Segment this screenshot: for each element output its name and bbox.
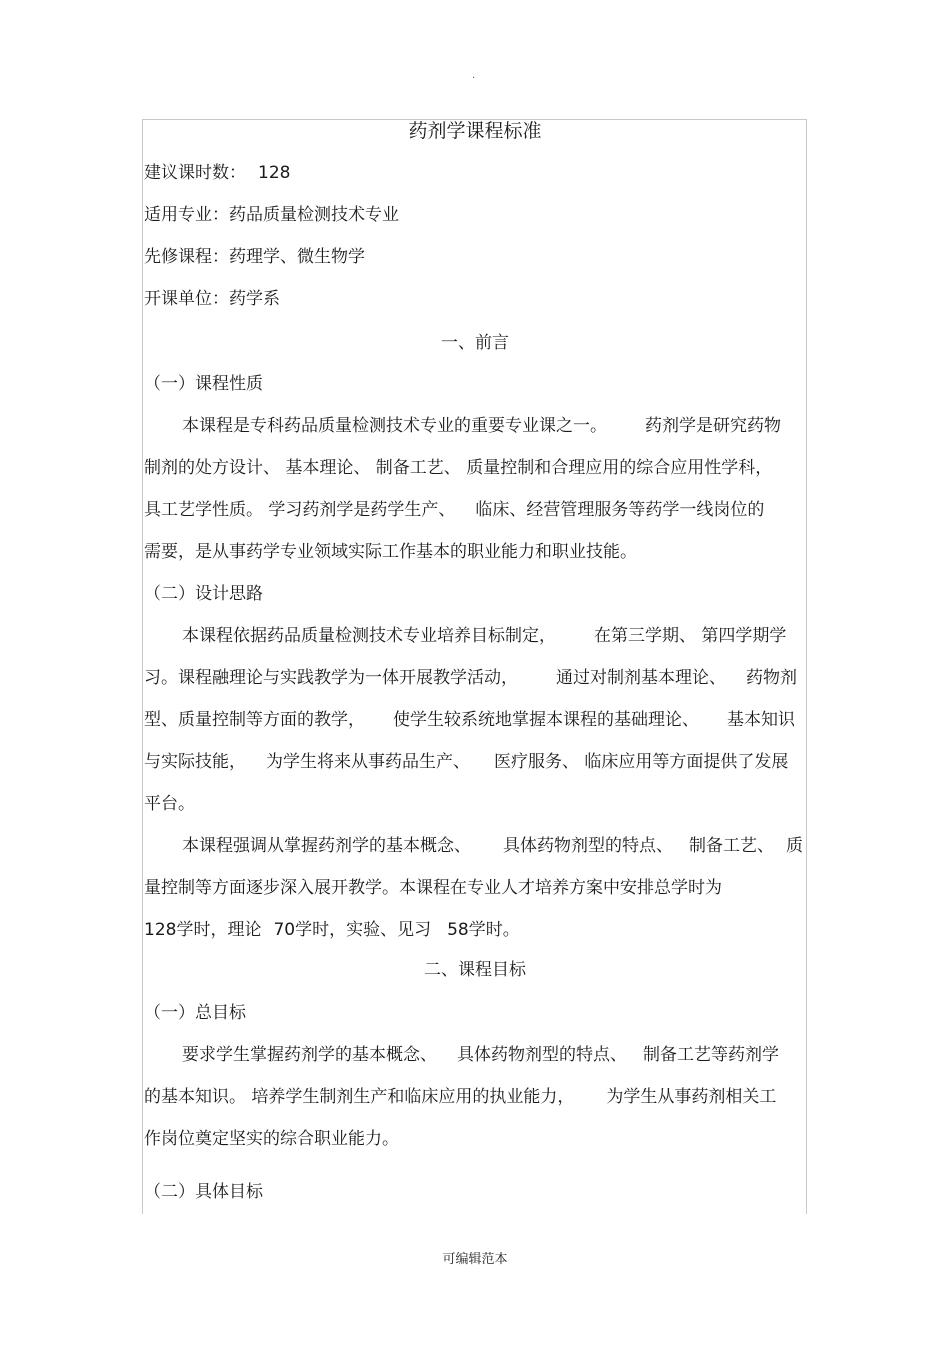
paragraph-line: 本课程是专科药品质量检测技术专业的重要专业课之一。 药剂学是研究药物 xyxy=(182,416,781,436)
meta-prerequisites: 先修课程：药理学、微生物学 xyxy=(144,247,365,267)
document-title: 药剂学课程标准 xyxy=(408,120,542,142)
paragraph-line: 的基本知识。 培养学生制剂生产和临床应用的执业能力， 为学生从事药剂相关工 xyxy=(144,1087,777,1107)
paragraph-line: 作岗位奠定坚实的综合职业能力。 xyxy=(144,1129,399,1149)
subheading-design-idea: （二）设计思路 xyxy=(144,584,263,604)
subheading-general-goal: （一）总目标 xyxy=(144,1003,246,1023)
section-heading-preface: 一、前言 xyxy=(441,333,509,353)
page-mark: . xyxy=(472,70,476,81)
paragraph-line: 习。课程融理论与实践教学为一体开展教学活动， 通过对制剂基本理论、 药物剂 xyxy=(144,668,797,688)
subheading-course-nature: （一）课程性质 xyxy=(144,374,263,394)
paragraph-line: 本课程强调从掌握药剂学的基本概念、 具体药物剂型的特点、 制备工艺、 质 xyxy=(182,836,803,856)
paragraph-line: 与实际技能， 为学生将来从事药品生产、 医疗服务、 临床应用等方面提供了发展 xyxy=(144,752,789,772)
paragraph-line: 128学时，理论 70学时，实验、见习 58学时。 xyxy=(144,920,520,940)
paragraph-line: 制剂的处方设计、 基本理论、 制备工艺、 质量控制和合理应用的综合应用性学科， xyxy=(144,458,773,478)
paragraph-line: 型、质量控制等方面的教学， 使学生较系统地掌握本课程的基础理论、 基本知识 xyxy=(144,710,795,730)
footer-text: 可编辑范本 xyxy=(442,1252,508,1267)
meta-hours: 建议课时数： 128 xyxy=(144,163,291,183)
paragraph-line: 本课程依据药品质量检测技术专业培养目标制定， 在第三学期、 第四学期学 xyxy=(182,626,787,646)
meta-department: 开课单位：药学系 xyxy=(144,289,280,309)
section-heading-course-goals: 二、课程目标 xyxy=(424,960,526,980)
paragraph-line: 量控制等方面逐步深入展开教学。本课程在专业人才培养方案中安排总学时为 xyxy=(144,878,722,898)
paragraph-line: 需要，是从事药学专业领域实际工作基本的职业能力和职业技能。 xyxy=(144,542,637,562)
paragraph-line: 要求学生掌握药剂学的基本概念、 具体药物剂型的特点、 制备工艺等药剂学 xyxy=(182,1045,779,1065)
paragraph-line: 具工艺学性质。 学习药剂学是药学生产、 临床、经营管理服务等药学一线岗位的 xyxy=(144,500,765,520)
subheading-specific-goals: （二）具体目标 xyxy=(144,1182,263,1202)
paragraph-line: 平台。 xyxy=(144,794,195,814)
meta-major: 适用专业：药品质量检测技术专业 xyxy=(144,205,399,225)
